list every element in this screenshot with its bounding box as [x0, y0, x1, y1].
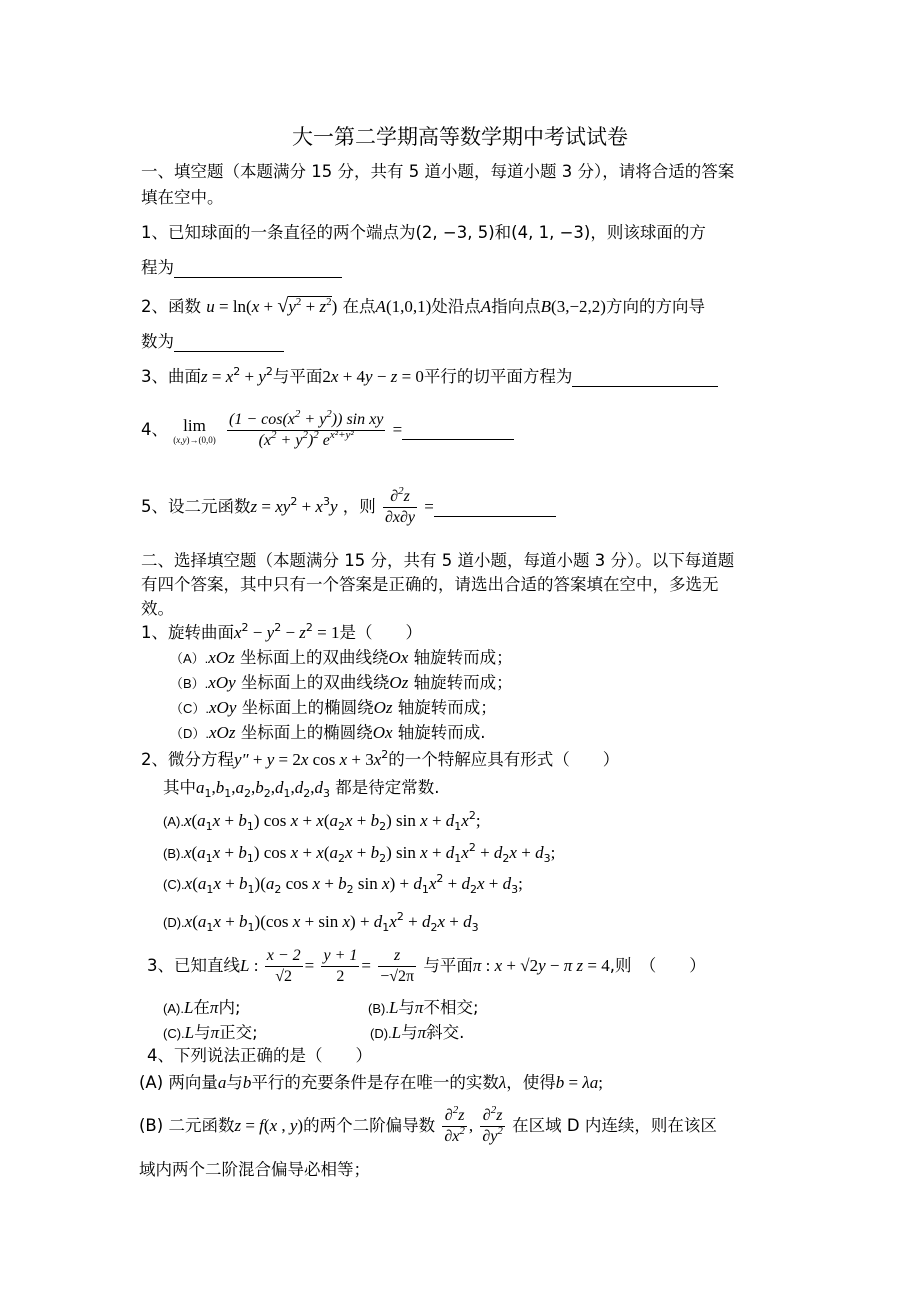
s2-q1: 1、旋转曲面$x^2 - y^2 - z^2 = 1$是（ ）: [141, 621, 422, 642]
answer-blank: [434, 498, 556, 517]
s2-q2: 2、微分方程y″ + y = 2x $\cos x + 3x^2$的一个特解应具有形式（ ）: [141, 748, 620, 769]
s1-q2-text-f: 数为: [141, 332, 174, 351]
s1-q5-text-a: 5、设二元函数: [141, 497, 251, 516]
s2-q2-text-c: 其中: [163, 778, 196, 797]
s2-q2-option-a: $(A).x(a_1x + b_1)$ $\cos x + x(a_2x + b_2)$ $\sin x + d_1x^2$;: [163, 809, 481, 833]
s2-q3-option-b: (B).L与π不相交;: [368, 998, 479, 1017]
s1-q3-text-b: 与平面: [272, 367, 323, 386]
s1-q2-line1: 2、函数 $u = \ln(x + √y^2 + z^2)$ 在点A(1,0,1)处沿点A指向点B(3,−2,2)方向的方向导: [141, 295, 705, 317]
s2-q2-text-a: 2、微分方程: [141, 750, 234, 769]
s2-q4: 4、下列说法正确的是（ ）: [147, 1046, 372, 1065]
s2-q4-option-b: (B) 二元函数z = f(x , y)的两个二阶偏导数 $\frac{\partial^2z}{\partial x^2}$ , $\frac{\partial^2z}{\partial y^2}$ 在区域 D 内连续，则在该区: [139, 1104, 717, 1145]
s2-q3-option-a: (A).L在π内;: [163, 998, 241, 1017]
section2-heading-line3: 效。: [141, 599, 174, 618]
s1-q1-line1: 1、已知球面的一条直径的两个端点为(2, −3, 5)和(4, 1, −3)，则该球面的方: [141, 223, 706, 242]
s2-q1-option-d: （D）.xOz 坐标面上的椭圆绕Ox 轴旋转而成.: [170, 723, 486, 742]
s2-q1-option-c: （C）.xOy 坐标面上的椭圆绕Oz 轴旋转而成；: [170, 698, 497, 717]
section2-heading-line2: 有四个答案，其中只有一个答案是正确的，请选出合适的答案填在空中，多选无: [141, 575, 719, 594]
section2-heading-line1: 二、选择填空题（本题满分 15 分，共有 5 道小题，每道小题 3 分）。以下每道题: [141, 551, 735, 570]
answer-blank: [174, 333, 284, 352]
s1-q5-text-b: ，则: [342, 497, 376, 516]
s1-q4: 4、 lim (x,y)→(0,0) $\frac{(1 - \cos(x^2 + y^2)) \sin xy}{(x^2 + y^2)^2 e^{x^2+y^2}}$ =: [141, 410, 514, 451]
s1-q3-text-c: 平行的切平面方程为: [423, 367, 573, 386]
s1-q2-text-d: 指向点: [491, 297, 541, 316]
answer-blank: [174, 259, 342, 278]
s2-q2-text-d: 都是待定常数.: [335, 778, 440, 797]
s2-q4-option-a: (A) 两向量a与b平行的充要条件是存在唯一的实数λ，使得b = λa;: [139, 1073, 603, 1092]
section1-heading-line2: 填在空中。: [141, 188, 224, 207]
s2-q3-text-a: 3、已知直线: [147, 956, 240, 975]
s2-q2-text-b: 的一个特解应具有形式（ ）: [388, 750, 620, 769]
s2-q1-option-a: （A）.xOz 坐标面上的双曲线绕Ox 轴旋转而成；: [170, 648, 513, 667]
s1-q1-line2: [141, 258, 342, 278]
s2-q2-option-b: $(B).x(a_1x + b_1)$ $\cos x + x(a_2x + b_2)$ $\sin x + d_1x^2 + d_2x + d_3$;: [163, 841, 556, 865]
s1-q4-text-a: 4、: [141, 420, 168, 439]
s1-q2-line2: [141, 332, 284, 352]
s2-q1-option-b: （B）.xOy 坐标面上的双曲线绕Oz 轴旋转而成；: [170, 673, 513, 692]
s2-q2-constants: 其中$a_1,b_1,a_2,b_2,d_1,d_2,d_3$ 都是待定常数.: [163, 778, 440, 800]
s2-q3-text-b: 与平面: [423, 956, 473, 975]
answer-blank: [572, 368, 718, 387]
s2-q3: 3、已知直线L : $\frac{x - 2}{√2}$ = $\frac{y + 1}{2}$ = $\frac{z}{-√2\pi}$ 与平面π : x + √2y − π z = 4,则 （ ）: [147, 947, 706, 985]
s1-q2-text-a: 2、函数: [141, 297, 201, 316]
s1-q3: 3、曲面$z = x^2 + y^2$与平面2x + 4y − z = 0平行的切平面方程为: [141, 367, 718, 387]
s2-q2-option-d: $(D).x(a_1x + b_1)(\cos$ $x + \sin x) + d_1x^2 + d_2x + d_3$: [163, 910, 479, 934]
s1-q2-text-b: 在点: [342, 297, 376, 316]
s2-q3-option-c: (C).L与π正交;: [163, 1023, 258, 1042]
s1-q2-text-c: 处沿点: [431, 297, 481, 316]
s1-q1-text: 程为: [141, 258, 174, 277]
page-title: 大一第二学期高等数学期中考试试卷: [292, 125, 628, 149]
s2-q1-text-a: 1、旋转曲面: [141, 623, 234, 642]
s1-q5: 5、设二元函数$z = xy^2 + x^3y$ ，则 $\frac{\partial^2z}{\partial x\partial y}$ =: [141, 487, 556, 528]
s1-q3-text-a: 3、曲面: [141, 367, 201, 386]
s2-q4-option-b-line2: 域内两个二阶混合偏导必相等；: [139, 1160, 370, 1179]
s2-q3-option-d: (D).L与π斜交.: [370, 1023, 465, 1042]
section1-heading-line1: 一、填空题（本题满分 15 分，共有 5 道小题，每道小题 3 分），请将合适的答案: [141, 162, 735, 181]
s2-q2-option-c: $(C).x(a_1x + b_1)(a_2$ $\cos x + b_2$ $\sin x) + d_1x^2 + d_2x + d_3$;: [163, 872, 523, 896]
s2-q3-text-c: ,则 （ ）: [609, 956, 706, 975]
answer-blank: [402, 421, 514, 440]
s1-q2-text-e: 方向的方向导: [605, 297, 705, 316]
s2-q1-text-b: 是（ ）: [339, 623, 422, 642]
